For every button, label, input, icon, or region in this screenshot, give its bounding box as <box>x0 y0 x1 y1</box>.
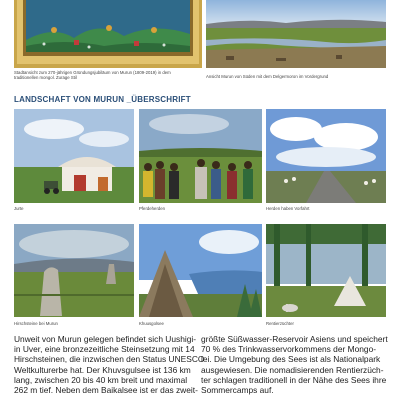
caption-horse-herds: Pferdeherden <box>139 206 166 211</box>
body-line: Weltkulturerbe hat. Der Khuvsgulsee ist 136 km <box>14 364 191 375</box>
body-line: in Uver, eine bronzezeitliche Steinsetzung mit 14 <box>14 344 195 355</box>
caption-herds-road: Herden haben Vorfahrt <box>266 206 310 211</box>
body-line: größte Süßwasser-Reservoir Asiens und speichert <box>201 334 388 344</box>
deer-stones-photo <box>14 224 134 317</box>
body-line: lei. Die Umgebung des Sees ist als Nationalpark <box>201 354 381 365</box>
caption-top-left: Stadtansicht zum 270-jährigen Gründungsjubiläum von Murun (1809-2019) in dem traditionellen mongol. Zurage Stil <box>14 70 171 80</box>
horse-herds-photo <box>139 109 262 203</box>
body-line: ter schlagen traditionell in der Nähe des Sees ihre <box>201 374 387 385</box>
body-line: 70 % des Trinkwasservorkommens der Mongo- <box>201 344 377 355</box>
herds-road-photo <box>266 109 386 203</box>
yurt-photo <box>14 109 134 203</box>
body-line: ausgewiesen. Die nomadisierenden Rentierzüch- <box>201 364 384 375</box>
body-line: Unweit von Murun gelegen befindet sich Uushigi- <box>14 334 197 344</box>
murun-landscape-photo <box>206 0 386 68</box>
caption-reindeer-herders: Rentierzüchter <box>266 321 294 326</box>
body-line: Hirschsteinen, die inzwischen den Status UNESCO <box>14 354 205 365</box>
body-text-left-column <box>14 334 204 395</box>
body-line: Sommercamps auf. <box>201 385 274 396</box>
body-line: 262 m tief. Neben dem Baikalsee ist er das zweit- <box>14 385 198 396</box>
body-line: lang, zwischen 20 bis 40 km breit und maximal <box>14 374 188 385</box>
caption-top-right: Ansicht Murun von Süden mit dem Delgermoron im Vordergrund <box>206 74 329 79</box>
reindeer-herders-photo <box>266 224 386 317</box>
khuvsgul-lake-photo <box>139 224 262 317</box>
caption-yurt: Jurte <box>14 206 24 211</box>
section-heading: LANDSCHAFT VON MURUN _ÜBERSCHRIFT <box>14 95 191 104</box>
caption-khuvsgul-lake: Khuusgolsee <box>139 321 164 326</box>
caption-deer-stones: Hirschsteine bei Murun <box>14 321 58 326</box>
body-text-right-column <box>201 334 388 395</box>
framed-painting-photo <box>14 0 202 68</box>
